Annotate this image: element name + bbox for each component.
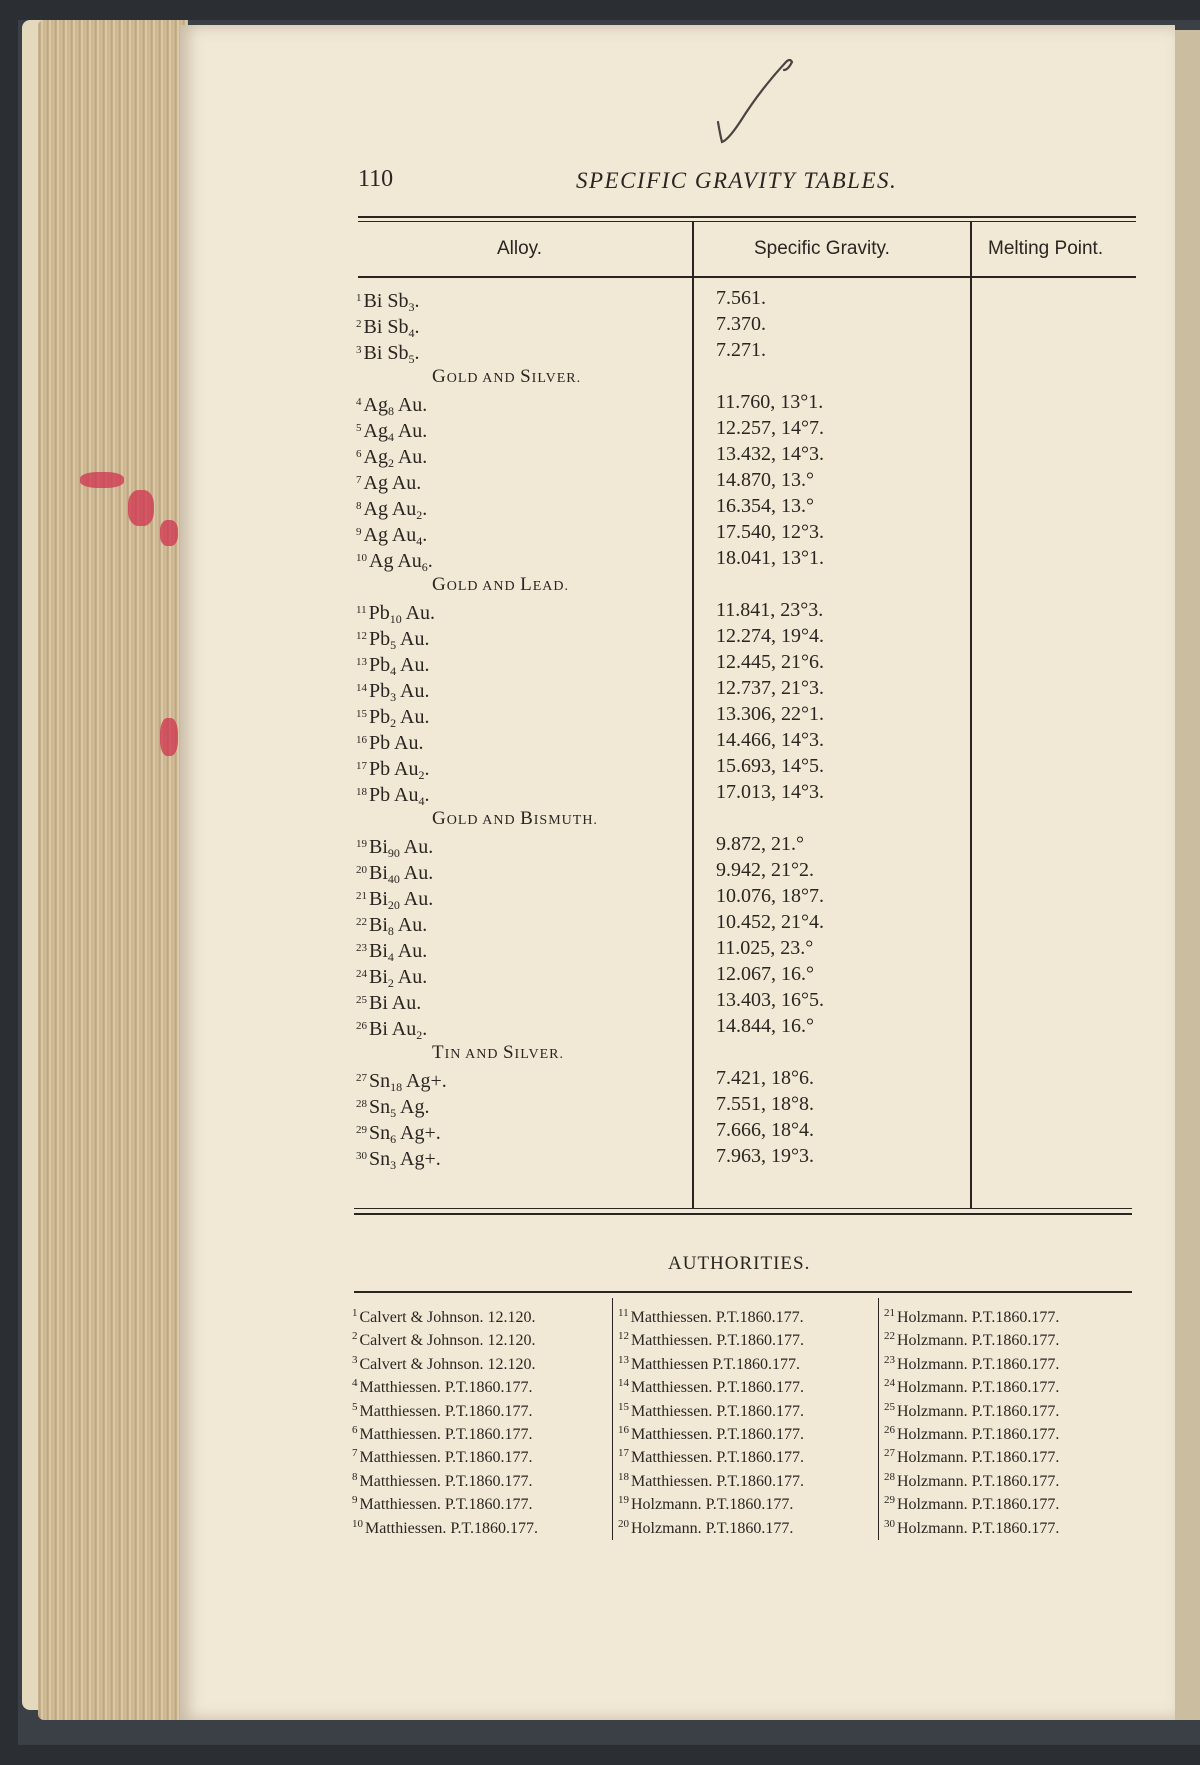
page-block-edges: [38, 20, 188, 1720]
formula-subscript: 3: [390, 690, 397, 704]
authority-text: Holzmann. P.T.1860.177.: [897, 1332, 1060, 1350]
alloy-formula: Pb: [369, 654, 391, 676]
authority-entry: [618, 1373, 804, 1398]
footnote-number: 9: [352, 1494, 358, 1507]
specific-gravity-cell: 7.561.: [716, 287, 766, 309]
footnote-number: 3: [352, 1353, 358, 1366]
footnote-number: 4: [352, 1377, 358, 1390]
footnote-number: 10: [356, 552, 367, 564]
alloy-formula: Bi Sb: [363, 316, 409, 338]
section-heading: [432, 1042, 564, 1064]
formula-subscript: 4: [408, 326, 415, 340]
authority-entry: [352, 1514, 538, 1539]
specific-gravity-cell: 13.432, 14°3.: [716, 443, 824, 465]
footnote-number: 5: [352, 1400, 358, 1413]
specific-gravity-cell: 9.872, 21.°: [716, 833, 804, 855]
specific-gravity-cell: 7.421, 18°6.: [716, 1067, 814, 1089]
footnote-number: 5: [356, 422, 362, 434]
specific-gravity-cell: 12.445, 21°6.: [716, 651, 824, 673]
alloy-formula-tail: Au.: [399, 836, 434, 858]
authority-entry: [352, 1467, 533, 1492]
specific-gravity-cell: 14.466, 14°3.: [716, 729, 824, 751]
authorities-divider: [612, 1298, 613, 1540]
alloy-formula-tail: Au.: [393, 420, 428, 442]
formula-subscript: 5: [390, 638, 397, 652]
red-ink-smudge: [160, 520, 178, 546]
authority-text: Matthiessen. P.T.1860.177.: [359, 1426, 533, 1443]
section-letter: L: [520, 574, 533, 595]
footnote-number: 11: [356, 604, 367, 616]
specific-gravity-cell: 11.760, 13°1.: [716, 391, 824, 413]
formula-subscript: 4: [390, 664, 397, 678]
alloy-formula-tail: Au.: [393, 394, 428, 416]
footnote-number: 27: [884, 1447, 895, 1460]
footnote-number: 23: [356, 942, 367, 954]
footnote-number: 8: [352, 1470, 358, 1483]
footnote-number: 10: [352, 1517, 363, 1530]
alloy-formula: Sn: [369, 1122, 391, 1144]
column-divider: [970, 222, 972, 1208]
column-header-alloy: Alloy.: [497, 238, 543, 259]
column-header-specific-gravity: Specific Gravity.: [754, 238, 890, 259]
specific-gravity-cell: 12.257, 14°7.: [716, 417, 824, 439]
alloy-formula-tail: .: [422, 1018, 428, 1040]
footnote-number: 3: [356, 344, 362, 356]
footnote-number: 28: [884, 1470, 895, 1483]
authority-text: Matthiessen. P.T.1860.177.: [359, 1472, 533, 1490]
authority-text: Matthiessen. P.T.1860.177.: [359, 1496, 533, 1514]
footnote-number: 15: [356, 708, 367, 720]
pencil-checkmark-icon: [700, 52, 810, 152]
alloy-formula-tail: Ag+.: [396, 1148, 441, 1170]
footnote-number: 25: [884, 1400, 895, 1413]
footnote-number: 29: [884, 1494, 895, 1507]
authority-entry: [352, 1397, 533, 1422]
footnote-number: 12: [356, 630, 367, 642]
alloy-formula-tail: Au.: [396, 628, 430, 650]
formula-subscript: 3: [390, 1158, 397, 1172]
alloy-formula-tail: .: [414, 342, 420, 364]
formula-subscript: 4: [416, 534, 423, 548]
footnote-number: 18: [618, 1470, 629, 1483]
red-ink-smudge: [80, 472, 124, 488]
alloy-formula: Pb: [369, 680, 391, 702]
footnote-number: 20: [356, 864, 367, 876]
formula-subscript: 8: [387, 924, 394, 938]
authorities-divider: [878, 1298, 879, 1540]
authority-text: Holzmann. P.T.1860.177.: [631, 1519, 794, 1537]
authority-entry: [618, 1514, 793, 1539]
alloy-cell: [356, 546, 433, 579]
alloy-formula-tail: Ag+.: [402, 1070, 447, 1092]
formula-subscript: 5: [408, 352, 415, 366]
column-header-melting-point: Melting Point.: [988, 238, 1104, 259]
table-top-rule: [358, 216, 1136, 218]
specific-gravity-cell: 7.666, 18°4.: [716, 1119, 814, 1141]
alloy-formula: Ag Au: [369, 550, 422, 572]
specific-gravity-cell: 13.403, 16°5.: [716, 989, 824, 1011]
alloy-formula: Bi Sb: [363, 290, 409, 312]
formula-subscript: 20: [387, 898, 400, 912]
authority-entry: [884, 1373, 1059, 1398]
section-letter: G: [432, 574, 447, 595]
authority-text: Holzmann. P.T.1860.177.: [897, 1402, 1060, 1420]
authority-entry: [618, 1303, 804, 1328]
formula-subscript: 6: [390, 1132, 397, 1146]
formula-subscript: 2: [418, 768, 425, 782]
authority-entry: [352, 1443, 533, 1468]
specific-gravity-cell: 17.013, 14°3.: [716, 781, 824, 803]
footnote-number: 28: [356, 1098, 367, 1110]
footnote-number: 26: [884, 1424, 895, 1436]
footnote-number: 1: [356, 292, 362, 304]
authorities-title: AUTHORITIES.: [668, 1253, 811, 1274]
footnote-number: 8: [356, 500, 362, 512]
alloy-formula-tail: .: [414, 316, 420, 338]
authority-text: Matthiessen. P.T.1860.177.: [631, 1426, 805, 1443]
section-heading: [432, 366, 581, 388]
footnote-number: 17: [618, 1447, 629, 1460]
footnote-number: 2: [352, 1330, 358, 1343]
formula-subscript: 40: [387, 872, 400, 886]
specific-gravity-cell: 12.067, 16.°: [716, 963, 814, 985]
alloy-formula-tail: Ag+.: [396, 1122, 441, 1144]
footnote-number: 22: [356, 916, 367, 928]
authority-text: Matthiessen. P.T.1860.177.: [631, 1472, 805, 1490]
authority-entry: [884, 1514, 1059, 1539]
column-divider: [692, 222, 694, 1208]
footnote-number: 21: [884, 1307, 895, 1319]
footnote-number: 19: [356, 838, 367, 850]
authority-text: Holzmann. P.T.1860.177.: [897, 1472, 1060, 1490]
specific-gravity-cell: 7.271.: [716, 339, 766, 361]
alloy-formula: Bi: [369, 940, 388, 962]
authority-text: Matthiessen. P.T.1860.177.: [359, 1402, 533, 1420]
section-letter: B: [520, 808, 534, 829]
specific-gravity-cell: 11.025, 23.°: [716, 937, 814, 959]
specific-gravity-cell: 10.452, 21°4.: [716, 911, 824, 933]
authority-text: Matthiessen. P.T.1860.177.: [365, 1519, 539, 1537]
authority-text: Holzmann. P.T.1860.177.: [631, 1496, 794, 1514]
alloy-formula-tail: .: [414, 290, 420, 312]
alloy-formula-tail: Au.: [393, 966, 428, 988]
alloy-cell: [356, 780, 429, 813]
footnote-number: 12: [618, 1330, 629, 1343]
section-letter: G: [432, 366, 447, 387]
footnote-number: 7: [352, 1447, 358, 1460]
footnote-number: 30: [356, 1150, 367, 1162]
footnote-number: 26: [356, 1020, 367, 1032]
footnote-number: 14: [618, 1377, 629, 1390]
alloy-formula-tail: Au.: [393, 914, 428, 936]
footnote-number: 29: [356, 1124, 367, 1136]
authority-entry: [884, 1420, 1059, 1445]
authority-text: Matthiessen. P.T.1860.177.: [359, 1379, 533, 1397]
page-number: 110: [358, 166, 394, 192]
footnote-number: 1: [352, 1307, 358, 1319]
authority-entry: [884, 1467, 1059, 1492]
section-heading: [432, 574, 569, 596]
authority-entry: [352, 1490, 533, 1515]
footnote-number: 6: [356, 448, 362, 460]
page-header: [358, 166, 1138, 202]
formula-subscript: 2: [387, 976, 394, 990]
authorities-rule: [354, 1291, 1132, 1293]
authority-text: Calvert & Johnson. 12.120.: [359, 1332, 536, 1350]
alloy-formula-tail: Au.: [393, 940, 428, 962]
footnote-number: 7: [356, 474, 362, 486]
section-text: IN AND: [444, 1047, 503, 1062]
section-letter: T: [432, 1042, 445, 1063]
authority-entry: [618, 1467, 804, 1492]
footnote-number: 14: [356, 682, 367, 694]
specific-gravity-cell: 13.306, 22°1.: [716, 703, 824, 725]
alloy-formula: Ag: [363, 420, 388, 442]
alloy-cell: [356, 468, 421, 495]
section-text: EAD.: [532, 579, 569, 594]
alloy-cell: [356, 1144, 441, 1177]
authority-text: Holzmann. P.T.1860.177.: [897, 1449, 1060, 1467]
specific-gravity-cell: 10.076, 18°7.: [716, 885, 824, 907]
alloy-formula: Sn: [369, 1148, 391, 1170]
section-letter: S: [520, 366, 532, 387]
specific-gravity-cell: 7.551, 18°8.: [716, 1093, 814, 1115]
table-bottom-rule: [354, 1213, 1132, 1215]
specific-gravity-cell: 7.370.: [716, 313, 766, 335]
footnote-number: 4: [356, 396, 362, 408]
authority-entry: [352, 1303, 536, 1328]
authority-text: Matthiessen. P.T.1860.177.: [631, 1449, 805, 1467]
red-ink-smudge: [160, 718, 178, 756]
alloy-formula: Pb: [369, 628, 391, 650]
authority-entry: [884, 1350, 1059, 1375]
alloy-formula-tail: .: [424, 758, 430, 780]
alloy-formula-tail: Au.: [399, 862, 434, 884]
footnote-number: 16: [618, 1424, 629, 1436]
formula-subscript: 5: [390, 1106, 397, 1120]
specific-gravity-cell: 12.737, 21°3.: [716, 677, 824, 699]
specific-gravity-cell: 7.963, 19°3.: [716, 1145, 814, 1167]
section-letter: S: [502, 1042, 515, 1063]
alloy-formula-tail: .: [422, 498, 428, 520]
footnote-number: 24: [884, 1377, 895, 1390]
formula-subscript: 3: [408, 300, 415, 314]
specific-gravity-cell: 16.354, 13.°: [716, 495, 814, 517]
footnote-number: 24: [356, 968, 367, 980]
section-letter: G: [432, 808, 447, 829]
footnote-number: 2: [356, 318, 362, 330]
authority-text: Holzmann. P.T.1860.177.: [897, 1426, 1060, 1443]
alloy-formula: Pb Au: [369, 784, 419, 806]
authority-text: Matthiessen P.T.1860.177.: [631, 1355, 801, 1373]
specific-gravity-cell: 14.844, 16.°: [716, 1015, 814, 1037]
authority-text: Matthiessen. P.T.1860.177.: [631, 1402, 805, 1420]
section-text: ILVER.: [514, 1047, 564, 1062]
authority-entry: [352, 1326, 536, 1351]
footnote-number: 18: [356, 786, 367, 798]
footnote-number: 13: [356, 656, 367, 668]
footnote-number: 11: [618, 1307, 629, 1319]
authority-entry: [618, 1490, 793, 1515]
formula-subscript: 2: [416, 508, 423, 522]
authority-entry: [884, 1397, 1059, 1422]
footnote-number: 9: [356, 526, 362, 538]
authority-entry: [352, 1350, 536, 1375]
footnote-number: 22: [884, 1330, 895, 1343]
footnote-number: 20: [618, 1517, 629, 1530]
authority-text: Holzmann. P.T.1860.177.: [897, 1519, 1060, 1537]
formula-subscript: 18: [390, 1080, 403, 1094]
alloy-formula-tail: Au.: [393, 446, 428, 468]
alloy-formula: Ag Au: [363, 524, 417, 546]
alloy-formula: Ag Au: [363, 498, 417, 520]
footnote-number: 17: [356, 760, 367, 772]
alloy-cell: [356, 728, 423, 755]
formula-subscript: 2: [416, 1028, 423, 1042]
footnote-number: 27: [356, 1072, 367, 1084]
table-top-rule: [358, 221, 1136, 222]
alloy-formula: Sn: [369, 1096, 391, 1118]
specific-gravity-cell: 15.693, 14°5.: [716, 755, 824, 777]
authority-entry: [884, 1490, 1059, 1515]
formula-subscript: 8: [387, 404, 394, 418]
alloy-formula-tail: Ag.: [396, 1096, 430, 1118]
footnote-number: 15: [618, 1400, 629, 1413]
authority-entry: [618, 1397, 804, 1422]
specific-gravity-cell: 14.870, 13.°: [716, 469, 814, 491]
section-heading: [432, 808, 598, 830]
footnote-number: 25: [356, 994, 367, 1006]
specific-gravity-cell: 9.942, 21°2.: [716, 859, 814, 881]
section-text: OLD AND: [446, 371, 521, 386]
authority-entry: [884, 1443, 1059, 1468]
alloy-formula-tail: Au.: [399, 888, 434, 910]
authority-entry: [884, 1326, 1059, 1351]
alloy-formula: Bi Sb: [363, 342, 409, 364]
header-underline: [358, 276, 1136, 278]
specific-gravity-cell: 11.841, 23°3.: [716, 599, 824, 621]
authority-text: Matthiessen. P.T.1860.177.: [631, 1379, 805, 1397]
formula-subscript: 4: [418, 794, 425, 808]
authority-text: Holzmann. P.T.1860.177.: [897, 1379, 1060, 1397]
alloy-cell: [356, 338, 420, 371]
section-text: OLD AND: [446, 579, 521, 594]
alloy-formula: Pb Au: [369, 758, 419, 780]
authority-entry: [618, 1350, 800, 1375]
authority-text: Matthiessen. P.T.1860.177.: [631, 1332, 805, 1350]
specific-gravity-cell: 18.041, 13°1.: [716, 547, 824, 569]
formula-subscript: 90: [387, 846, 400, 860]
facing-page-edge: [1175, 30, 1200, 1720]
alloy-cell: [356, 988, 421, 1015]
footnote-number: 16: [356, 734, 367, 746]
alloy-formula: Bi: [369, 888, 388, 910]
alloy-formula-tail: .: [424, 784, 430, 806]
alloy-formula: Bi: [369, 836, 388, 858]
footnote-number: 6: [352, 1424, 358, 1436]
authority-text: Holzmann. P.T.1860.177.: [897, 1309, 1060, 1326]
red-ink-smudge: [128, 490, 154, 526]
authority-entry: [618, 1326, 804, 1351]
section-text: OLD AND: [446, 813, 521, 828]
alloy-formula: Bi Au.: [369, 992, 422, 1014]
footnote-number: 23: [884, 1353, 895, 1366]
formula-subscript: 2: [390, 716, 397, 730]
alloy-formula-tail: Au.: [396, 706, 430, 728]
formula-subscript: 6: [421, 560, 428, 574]
formula-subscript: 4: [387, 950, 394, 964]
alloy-formula: Pb: [369, 706, 391, 728]
formula-subscript: 2: [387, 456, 394, 470]
authority-text: Holzmann. P.T.1860.177.: [897, 1355, 1060, 1373]
alloy-formula: Bi: [369, 966, 388, 988]
authority-entry: [884, 1303, 1059, 1328]
alloy-formula: Pb Au.: [369, 732, 424, 754]
authority-text: Calvert & Johnson. 12.120.: [359, 1309, 536, 1326]
footnote-number: 21: [356, 890, 367, 902]
alloy-formula: Sn: [369, 1070, 391, 1092]
alloy-formula-tail: Au.: [396, 680, 430, 702]
alloy-cell: [356, 1014, 427, 1047]
authority-text: Calvert & Johnson. 12.120.: [359, 1355, 536, 1373]
section-text: ISMUTH.: [533, 813, 598, 828]
table-bottom-rule: [354, 1208, 1132, 1209]
running-title: SPECIFIC GRAVITY TABLES.: [576, 168, 898, 193]
specific-gravity-cell: 12.274, 19°4.: [716, 625, 824, 647]
authority-text: Matthiessen. P.T.1860.177.: [630, 1309, 804, 1326]
authority-entry: [618, 1420, 804, 1445]
alloy-formula: Pb: [368, 602, 390, 624]
footnote-number: 13: [618, 1353, 629, 1366]
alloy-formula: Ag: [363, 394, 388, 416]
footnote-number: 30: [884, 1517, 895, 1530]
authority-entry: [352, 1420, 533, 1445]
alloy-formula: Bi Au: [369, 1018, 417, 1040]
alloy-formula-tail: Au.: [401, 602, 436, 624]
alloy-formula-tail: .: [427, 550, 433, 572]
authority-entry: [618, 1443, 804, 1468]
alloy-formula-tail: Au.: [396, 654, 430, 676]
alloy-formula: Ag Au.: [363, 472, 422, 494]
formula-subscript: 10: [389, 612, 402, 626]
alloy-formula-tail: .: [422, 524, 428, 546]
specific-gravity-cell: 17.540, 12°3.: [716, 521, 824, 543]
footnote-number: 19: [618, 1494, 629, 1507]
alloy-formula: Ag: [363, 446, 388, 468]
section-text: ILVER.: [531, 371, 582, 386]
authority-entry: [352, 1373, 533, 1398]
alloy-formula: Bi: [369, 862, 388, 884]
authority-text: Matthiessen. P.T.1860.177.: [359, 1449, 533, 1467]
formula-subscript: 4: [387, 430, 394, 444]
alloy-formula: Bi: [369, 914, 388, 936]
authority-text: Holzmann. P.T.1860.177.: [897, 1496, 1060, 1514]
